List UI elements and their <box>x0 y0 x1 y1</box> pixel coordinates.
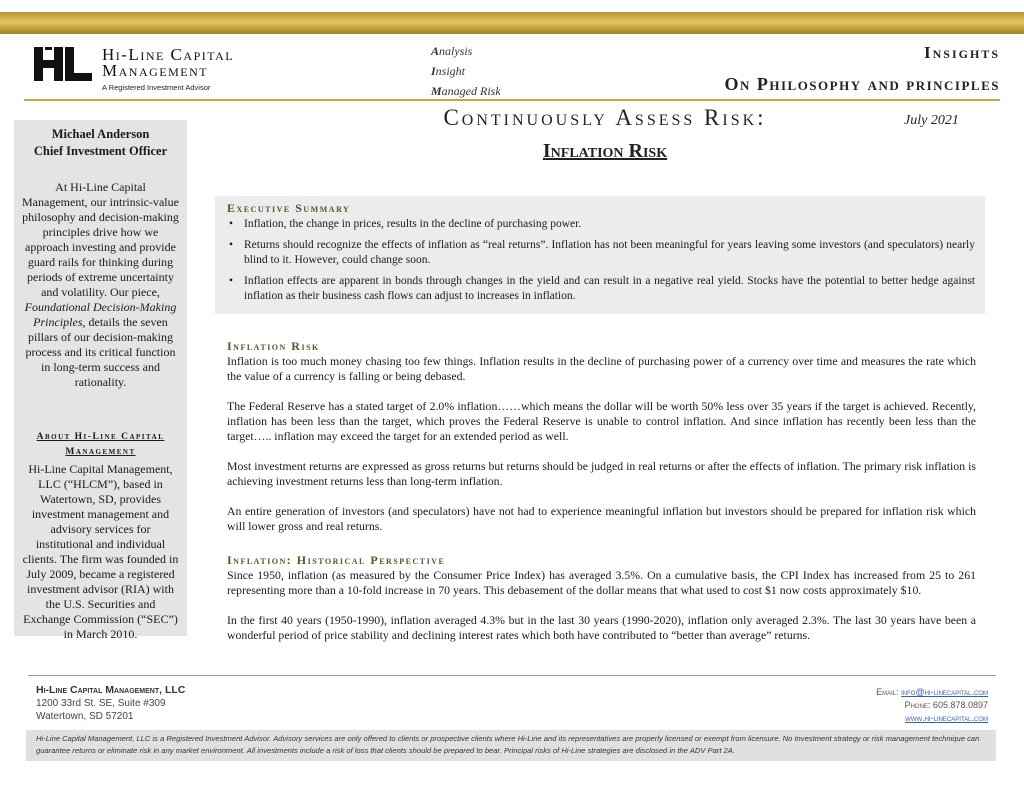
header-divider <box>24 99 1000 101</box>
body-paragraph: Inflation is too much money chasing too few things. Inflation results in the decline of purchasing power of a currency over time and measures the rate which the value of a currency is falling or being debased. <box>227 354 976 383</box>
amr-item-insight: Insight <box>431 64 466 78</box>
summary-bullet: • Inflation effects are apparent in bonds through changes in the yield and can result in a negative real yield. Stocks have the potential to better hedge against inflation as their business cash flows can adjust to increases in inflation. <box>227 274 975 304</box>
website-link[interactable]: www.hi-linecapital.com <box>905 713 988 723</box>
body-paragraph: The Federal Reserve has a stated target of 2.0% inflation……which means the dollar will be worth 50% less over 35 years if the target is achieved. Recently, inflation has been less than the target, which proves the Federal Reserve is unable to control inflation. And since inflation has recently been less than the target….. inflation may exceed the target for an extended period as well. <box>227 399 976 443</box>
summary-bullet: • Returns should recognize the effects of inflation as “real returns”. Inflation has not been meaningful for years leaving some investors (and speculators) nearly blind to it. However, could change soon. <box>227 238 975 268</box>
author-name: Michael Anderson <box>51 127 150 141</box>
author-role: Chief Investment Officer <box>33 144 168 158</box>
legal-disclaimer: Hi-Line Capital Management, LLC is a Registered Investment Advisor. Advisory services are only offered to clients or prospective clients where Hi-Line and its representatives are properly licensed or exempt from licensure. No Investment strategy or risk management technique can guarantee returns or eliminate risk in any market environment. All investments include a risk of loss that clients should be prepared to bear. Principal risks of Hi-Line strategies are disclosed in the ADV Part 2A. <box>26 730 996 761</box>
footer-address-line2: Watertown, SD 57201 <box>36 711 134 722</box>
footer-contact <box>876 686 988 725</box>
logo-subtitle: A Registered Investment Advisor <box>102 83 211 92</box>
sidebar-intro: At Hi-Line Capital Management, our intrinsic-value philosophy and decision-making principles drive how we approach investing and provide guard rails for thinking during periods of extreme uncertainty and volatility. Our piece, Foundational Decision-Making Principles, details the seven pillars of our decision-making process and its critical function in long-term success and rationality. <box>22 180 179 389</box>
email-link[interactable]: info@hi-linecapital.com <box>901 687 988 697</box>
about-heading: About Hi-Line Capital Management <box>36 432 165 457</box>
body-paragraph: An entire generation of investors (and speculators) have not had to experience meaningful inflation but investors should be prepared for inflation risk which will lower gross and real returns. <box>227 504 976 533</box>
philosophy-heading: On Philosophy and principles <box>724 74 1000 94</box>
page-title: Continuously Assess Risk: <box>443 105 767 130</box>
analysis-insight-risk-list <box>431 41 501 101</box>
amr-item-analysis: Analysis <box>431 44 473 58</box>
page-subtitle: Inflation Risk <box>542 140 668 162</box>
footer-divider <box>28 675 996 676</box>
author-sidebar <box>14 120 187 641</box>
footer-address-line1: 1200 33rd St. SE, Suite #309 <box>36 698 166 709</box>
company-logo <box>34 47 234 92</box>
amr-item-managed-risk: Managed Risk <box>431 84 501 98</box>
body-paragraph: Most investment returns are expressed as gross returns but returns should be judged in real returns or after the effects of inflation. The primary risk inflation is achieving investment returns less than long-term inflation. <box>227 459 976 488</box>
summary-bullet: • Inflation, the change in prices, results in the decline of purchasing power. <box>227 217 975 232</box>
about-text: Hi-Line Capital Management, LLC (“HLCM”), based in Watertown, SD, provides investment management and advisory services for institutional and individual clients. The firm was founded in July 2009, became a registered investment advisor (RIA) with the U.S. Securities and Exchange Commission (“SEC”) in March 2010. <box>22 462 179 641</box>
executive-summary <box>215 196 985 314</box>
logo-name-line2: Management <box>102 61 209 80</box>
logo-name-line1: Hi-Line Capital <box>102 45 235 64</box>
historical-heading: Inflation: Historical Perspective <box>227 553 446 567</box>
historical-perspective-section <box>227 553 976 658</box>
footer-phone: Phone: 605.878.0897 <box>904 700 988 710</box>
body-paragraph: In the first 40 years (1950-1990), inflation averaged 4.3% but in the last 30 years (1990-2020), inflation only averaged 2.3%. The last 30 years have been a wonderful period of price stability and declining interest rates which both have contributed to “better than average” returns. <box>227 613 976 642</box>
inflation-risk-section <box>227 339 976 549</box>
gold-header-bar <box>0 12 1024 34</box>
body-paragraph: Since 1950, inflation (as measured by the Consumer Price Index) has averaged 3.5%. On a cumulative basis, the CPI Index has increased from 25 to 261 representing more than a 10-fold increase in 70 years. This debasement of the dollar means that what used to cost $1 now costs approximately $10. <box>227 568 976 597</box>
inflation-risk-heading: Inflation Risk <box>227 339 320 353</box>
footer-address <box>36 684 185 723</box>
footer-email-row: Email: info@hi-linecapital.com <box>876 687 988 697</box>
executive-summary-heading: Executive Summary <box>227 201 351 215</box>
publication-date: July 2021 <box>904 113 959 128</box>
insights-heading: Insights <box>924 43 1000 62</box>
footer-company: Hi-Line Capital Management, LLC <box>36 684 186 696</box>
hl-logo-icon <box>34 47 92 81</box>
